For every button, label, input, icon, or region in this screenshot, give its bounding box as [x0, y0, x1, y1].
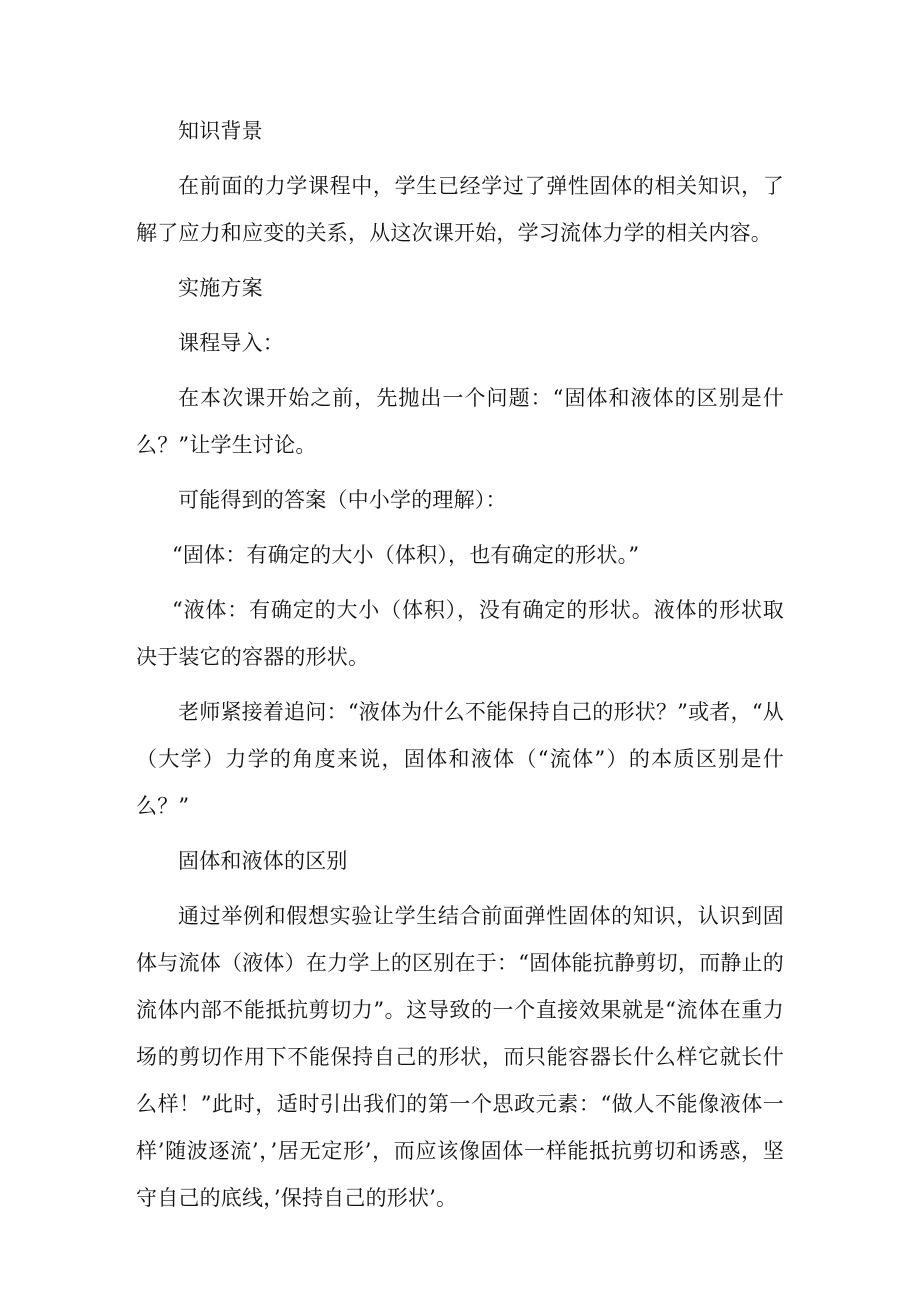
paragraph-background-text: 在前面的力学课程中，学生已经学过了弹性固体的相关知识，了解了应力和应变的关系，从这次课开始，学习流体力学的相关内容。: [136, 174, 784, 245]
section-heading-knowledge-background: 知识背景: [178, 119, 263, 143]
subheading-course-introduction: 课程导入：: [178, 331, 284, 355]
section-heading-solid-liquid-difference: 固体和液体的区别: [178, 849, 348, 873]
quote-solid-definition: “固体：有确定的大小（体积），也有确定的形状。”: [172, 543, 640, 567]
paragraph-difference-explanation: 通过举例和假想实验让学生结合前面弹性固体的知识，认识到固体与流体（液体）在力学上的区别在于：“固体能抗静剪切，而静止的流体内部不能抵抗剪切力”。这导致的一个直接效果就是“流体在重力场的剪切作用下不能保持自己的形状，而只能容器长什么样它就长什么样！”此时，适时引出我们的第一个思政元素：“做人不能像液体一样’随波逐流’，’居无定形’，而应该像固体一样能抵抗剪切和诱惑，坚守自己的底线，’保持自己的形状’。: [136, 904, 784, 1210]
paragraph-possible-answers: 可能得到的答案（中小学的理解）：: [178, 488, 507, 512]
quote-liquid-definition: “液体：有确定的大小（体积），没有确定的形状。液体的形状取决于装它的容器的形状。: [136, 598, 784, 669]
section-heading-implementation-plan: 实施方案: [178, 276, 263, 300]
document-body: [136, 108, 784, 1230]
paragraph-teacher-follow-up: 老师紧接着追问：“液体为什么不能保持自己的形状？”或者，“从（大学）力学的角度来说，固体和液体（“流体”）的本质区别是什么？”: [136, 700, 784, 818]
paragraph-question: 在本次课开始之前，先抛出一个问题：“固体和液体的区别是什么？”让学生讨论。: [136, 386, 784, 457]
